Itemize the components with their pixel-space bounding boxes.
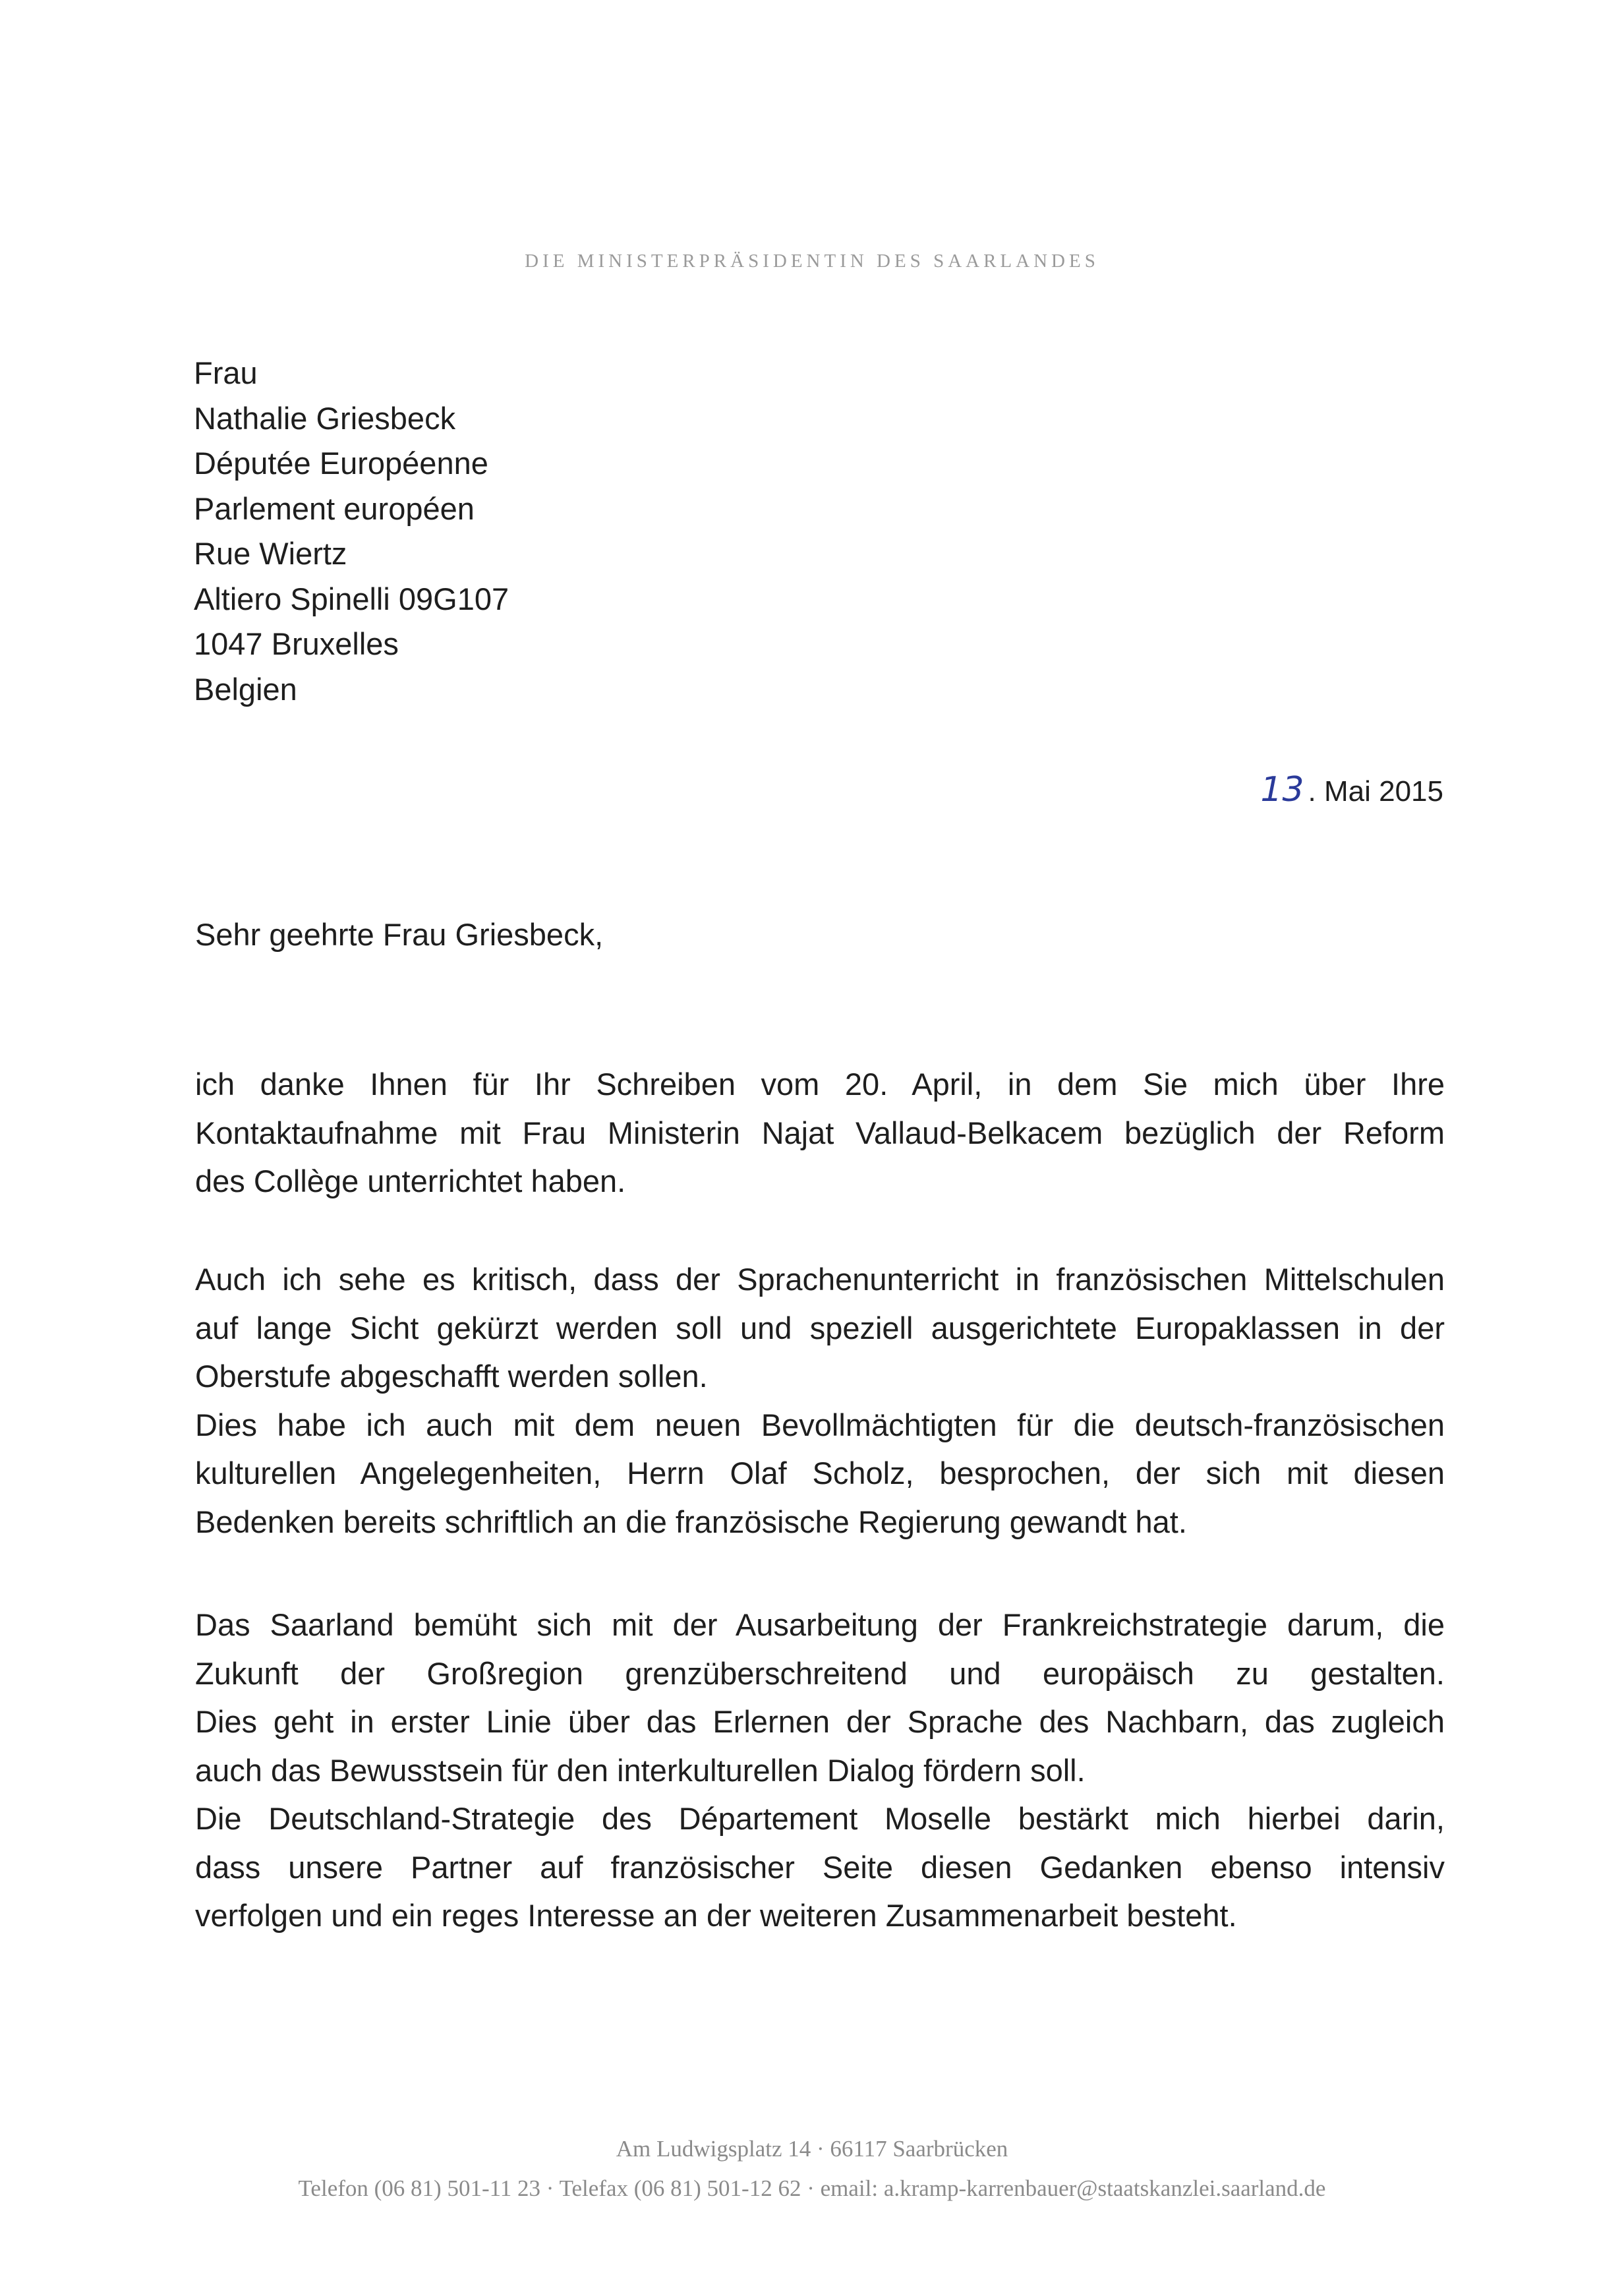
text-line: auf lange Sicht gekürzt werden soll und speziell ausgerichtete Europaklassen in der: [195, 1310, 1445, 1345]
address-line: Altiero Spinelli 09G107: [194, 581, 509, 616]
date-month-year: . Mai 2015: [1308, 775, 1443, 808]
address-line: Belgien: [194, 671, 297, 707]
text-line: Dies geht in erster Linie über das Erlernen der Sprache des Nachbarn, das zugleich: [195, 1704, 1445, 1739]
salutation: Sehr geehrte Frau Griesbeck,: [195, 917, 604, 952]
footer-address: Am Ludwigsplatz 14 · 66117 Saarbrücken: [616, 2136, 1008, 2162]
address-line: Frau: [194, 355, 258, 390]
letter-date: [1260, 770, 1443, 810]
paragraph-2: [195, 1255, 1445, 1546]
address-line: Parlement européen: [194, 490, 475, 526]
recipient-address: [194, 351, 509, 712]
address-line: Nathalie Griesbeck: [194, 400, 456, 436]
text-line: Zukunft der Großregion grenzüberschreitend und europäisch zu gestalten.: [195, 1655, 1445, 1691]
address-line: Députée Européenne: [194, 446, 488, 481]
text-line: Das Saarland bemüht sich mit der Ausarbeitung der Frankreichstrategie darum, die: [195, 1607, 1445, 1642]
letterhead: DIE MINISTERPRÄSIDENTIN DES SAARLANDES: [525, 251, 1099, 272]
handwritten-day: 13: [1260, 770, 1304, 810]
text-line: dass unsere Partner auf französischer Seite diesen Gedanken ebenso intensiv: [195, 1849, 1445, 1885]
text-line: ich danke Ihnen für Ihr Schreiben vom 20. April, in dem Sie mich über Ihre: [195, 1067, 1445, 1102]
text-line: Kontaktaufnahme mit Frau Ministerin Najat Vallaud-Belkacem bezüglich der Reform: [195, 1115, 1445, 1150]
text-line: Die Deutschland-Strategie des Département Moselle bestärkt mich hierbei darin,: [195, 1801, 1445, 1836]
text-line: Dies habe ich auch mit dem neuen Bevollmächtigten für die deutsch-französischen: [195, 1407, 1445, 1442]
text-line: kulturellen Angelegenheiten, Herrn Olaf Scholz, besprochen, der sich mit diesen: [195, 1456, 1445, 1491]
text-line: Bedenken bereits schriftlich an die französische Regierung gewandt hat.: [195, 1504, 1187, 1539]
text-line: Oberstufe abgeschafft werden sollen.: [195, 1359, 708, 1394]
text-line: auch das Bewusstsein für den interkulturellen Dialog fördern soll.: [195, 1752, 1086, 1788]
text-line: verfolgen und ein reges Interesse an der weiteren Zusammenarbeit besteht.: [195, 1898, 1237, 1933]
address-line: 1047 Bruxelles: [194, 626, 399, 661]
paragraph-1: [195, 1060, 1445, 1206]
address-line: Rue Wiertz: [194, 536, 347, 571]
text-line: Auch ich sehe es kritisch, dass der Sprachenunterricht in französischen Mittelschulen: [195, 1262, 1445, 1297]
paragraph-3: [195, 1601, 1445, 1940]
text-line: des Collège unterrichtet haben.: [195, 1164, 626, 1198]
footer-contact: Telefon (06 81) 501-11 23 · Telefax (06 81) 501-12 62 · email: a.kramp-karrenbauer@staatskanzlei.saarland.de: [298, 2175, 1326, 2201]
